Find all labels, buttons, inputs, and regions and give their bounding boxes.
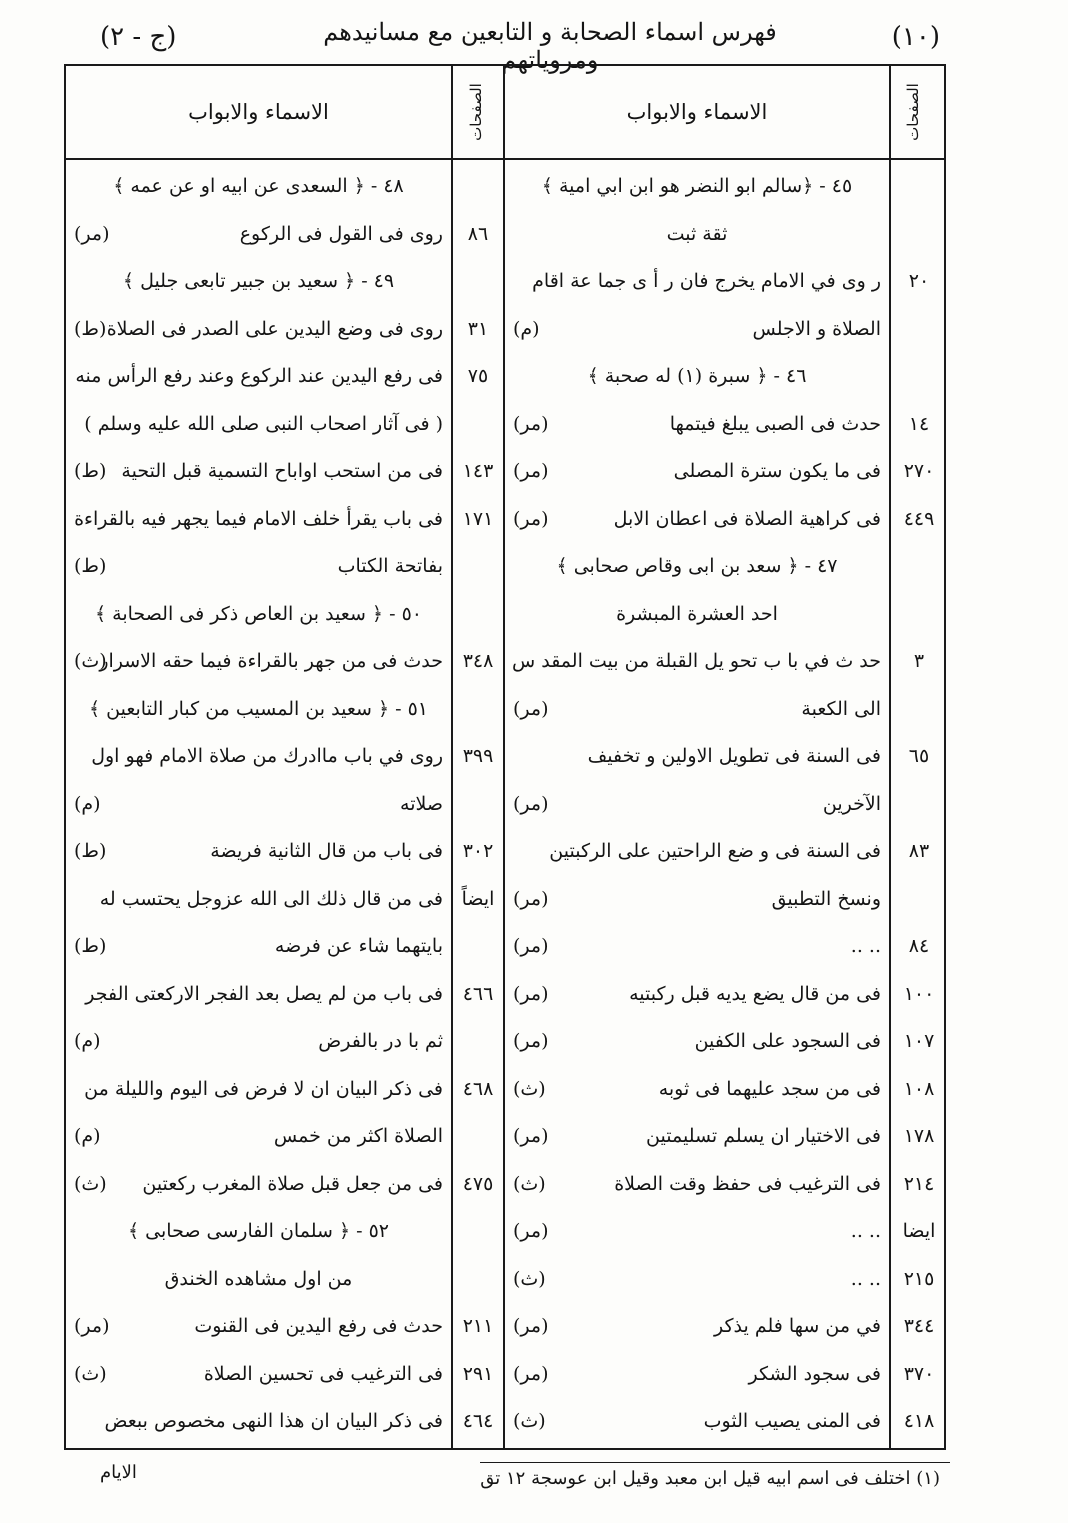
entry-heading: ٥٠ - ﴿ سعيد بن العاص ذكر فى الصحابة ﴾ (95, 602, 422, 625)
pages-header-left: الصفحات (467, 83, 485, 141)
entry-row (66, 922, 948, 970)
entry-text: فى الترغيب فى تحسين الصلاة (203, 1362, 443, 1385)
entry-row (66, 1350, 948, 1398)
entry-heading: ٥٢ - ﴿ سلمان الفارسى صحابى ﴾ (128, 1220, 389, 1242)
entry-heading: ٤٥ - ﴿سالم ابو النضر هو ابن ابي امية ﴾ (541, 175, 853, 197)
index-table (64, 64, 946, 1450)
entry-text: فى السنة فى تطويل الاولين و تخفيف (587, 745, 881, 767)
page-footer (60, 1462, 950, 1512)
page-ref: ٣٧٠ (903, 1362, 935, 1385)
source-code: (مر) (513, 1125, 549, 1147)
entry-text: الآخرين (822, 792, 881, 815)
source-code: (ط) (74, 555, 107, 577)
source-code: (م) (74, 792, 101, 815)
entry-row (66, 495, 948, 543)
entry-text: ثم با در بالفرض (318, 1030, 443, 1052)
pages-header-right: الصفحات (904, 83, 922, 141)
entry-row (66, 685, 948, 733)
entry-row (66, 1397, 948, 1445)
page-ref: ٨٣ (908, 840, 930, 862)
entry-text: فى باب من لم يصل بعد الفجر الاركعتى الفجر (85, 982, 443, 1005)
page-ref: ٣٤٨ (462, 650, 494, 672)
source-code: (مر) (513, 412, 549, 435)
page-ref: ٣١ (467, 317, 489, 340)
page-ref: ايضا (902, 1220, 936, 1242)
source-code: (ث) (74, 650, 107, 672)
page-ref: ٤٦٦ (462, 982, 494, 1005)
entry-text: بفاتحة الكتاب (337, 555, 443, 577)
page-title: فهرس اسماء الصحابة و التابعين مع مسانيدهم ومروياتهم (323, 18, 777, 74)
page-ref: ٢١٥ (903, 1267, 935, 1290)
source-code: (ط) (74, 840, 107, 862)
entry-row (66, 637, 948, 685)
entry-row (66, 305, 948, 353)
entry-row (66, 1302, 948, 1350)
entry-text: فى من جعل قبل صلاة المغرب ركعتين (142, 1172, 443, 1195)
source-code: (مر) (513, 507, 549, 530)
volume-label: (ج - ٢) (100, 22, 177, 52)
entry-text: فى السجود على الكفين (694, 1030, 881, 1052)
page-ref: ٣٤٤ (903, 1315, 935, 1337)
entry-text: فى من سجد عليهما فى ثوبه (658, 1077, 881, 1100)
entry-row (66, 400, 948, 448)
entry-text: روى فى وضع اليدين على الصدر فى الصلاة (106, 317, 443, 340)
page-ref: ٨٦ (467, 222, 489, 245)
source-code: (مر) (513, 1362, 549, 1385)
entry-text: فى من استحب اواباح التسمية قبل التحية (121, 460, 443, 482)
entry-text: في من سها فلم يذكر (714, 1315, 881, 1337)
source-code: (م) (74, 1125, 101, 1147)
entry-text: فى رفع اليدين عند الركوع وعند رفع الرأس منه (75, 365, 443, 387)
source-code: (ط) (74, 460, 107, 482)
entry-heading: ٤٨ - ﴿ السعدى عن ابيه او عن عمه ﴾ (113, 175, 404, 197)
entry-text: فى باب من قال الثانية فريضة (210, 840, 443, 862)
entry-row (66, 1160, 948, 1208)
source-code: (مر) (513, 460, 549, 482)
source-code: (ط) (74, 317, 107, 340)
entry-text: بايتهما شاء عن فرضه (274, 935, 443, 957)
page-ref: ايضاً (461, 887, 495, 910)
source-code: (مر) (74, 1315, 110, 1337)
source-code: (ث) (513, 1077, 546, 1100)
entry-row (66, 1112, 948, 1160)
entry-text: حدث فى من جهر بالقراءة فيما حقه الاسرار (99, 650, 443, 672)
entry-heading: من اول مشاهده الخندق (164, 1267, 353, 1290)
entry-row (66, 827, 948, 875)
entry-text: فى باب يقرأ خلف الامام فيما يجهر فيه بالقراءة (74, 507, 443, 530)
entry-heading: احد العشرة المبشرة (616, 602, 778, 625)
source-code: (مر) (513, 887, 549, 910)
header-divider (66, 158, 944, 160)
source-code: (مر) (513, 792, 549, 815)
entry-row (66, 1065, 948, 1113)
entry-text: فى ما يكون سترة المصلى (673, 460, 881, 482)
entry-row (66, 780, 948, 828)
entry-text: ( فى آثار اصحاب النبى صلى الله عليه وسلم ) (84, 412, 443, 435)
entry-text: روى في باب ماادرك من صلاة الامام فهو اول (91, 745, 443, 767)
page-ref: ٢١١ (462, 1315, 494, 1337)
entry-text: .. .. (850, 1267, 881, 1290)
entry-text: فى السنة فى و ضع الراحتين على الركبتين (549, 840, 881, 862)
entry-text: الصلاة و الاجلس (752, 317, 881, 340)
source-code: (ث) (74, 1362, 107, 1385)
page-ref: ٢٧٠ (903, 460, 935, 482)
entry-text: فى الترغيب فى حفظ وقت الصلاة (614, 1172, 881, 1195)
entry-row (66, 590, 948, 638)
entry-text: .. .. (850, 935, 881, 957)
entry-row (66, 1017, 948, 1065)
page-ref: ٨٤ (908, 935, 930, 957)
entry-row (66, 1207, 948, 1255)
continuation-word: الايام (100, 1462, 137, 1483)
entry-heading: ٤٧ - ﴿ سعد بن ابى وقاص صحابى ﴾ (556, 555, 838, 577)
entry-text: فى كراهية الصلاة فى اعطان الابل (613, 507, 881, 530)
page-ref: ١٠٧ (903, 1030, 935, 1052)
entry-heading: ٤٦ - ﴿ سبرة (١) له صحبة ﴾ (587, 365, 807, 387)
entry-text: الصلاة اكثر من خمس (273, 1125, 443, 1147)
source-code: (مر) (513, 1220, 549, 1242)
page-ref: ١٧١ (462, 507, 494, 530)
entry-text: فى من قال يضع يديه قبل ركبتيه (629, 982, 881, 1005)
entry-row (66, 257, 948, 305)
page-ref: ٦٥ (908, 745, 930, 767)
source-code: (مر) (74, 222, 110, 245)
page-ref: ٤٦٤ (462, 1410, 494, 1432)
source-code: (م) (74, 1030, 101, 1052)
entry-text: صلاته (400, 792, 443, 815)
entry-text: فى الاختيار ان يسلم تسليمتين (646, 1125, 881, 1147)
page-ref: ١٠٨ (903, 1077, 935, 1100)
page-ref: ١٤٣ (462, 460, 494, 482)
page-ref: ٤٧٥ (462, 1172, 494, 1195)
page-ref: ٤٤٩ (903, 507, 935, 530)
source-code: (مر) (513, 697, 549, 720)
entry-text: فى ذكر البيان ان هذا النهى مخصوص ببعض (104, 1410, 443, 1432)
page-ref: ١٧٨ (903, 1125, 935, 1147)
source-code: (ث) (74, 1172, 107, 1195)
entry-row (66, 352, 948, 400)
entry-text: فى المنى يصيب الثوب (703, 1410, 881, 1432)
page-ref: ٢٩١ (462, 1362, 494, 1385)
entry-row (66, 1255, 948, 1303)
names-header-right: الاسماء والابواب (626, 100, 768, 124)
source-code: (ث) (513, 1172, 546, 1195)
page-ref: ٤٦٨ (462, 1077, 494, 1100)
source-code: (م) (513, 317, 540, 340)
page-ref: ٧٥ (467, 365, 489, 387)
footnote-rule (480, 1462, 950, 1463)
entry-text: فى سجود الشكر (748, 1362, 881, 1385)
page-ref: ٤١٨ (903, 1410, 935, 1432)
source-code: (مر) (513, 1030, 549, 1052)
entry-text: الى الكعبة (801, 697, 881, 720)
names-header-left: الاسماء والابواب (188, 100, 329, 124)
page-ref: ٢١٤ (903, 1172, 935, 1195)
page-ref: ١٤ (908, 412, 930, 435)
entry-row (66, 447, 948, 495)
entry-heading: ٥١ - ﴿ سعيد بن المسيب من كبار التابعين ﴾ (88, 697, 429, 720)
entry-text: حد ث في با ب تحو يل القبلة من بيت المقد س (511, 650, 881, 672)
entry-text: ر وى في الامام يخرج فان ر أ ى جما عة اقام (532, 270, 881, 292)
source-code: (مر) (513, 1315, 549, 1337)
entry-text: فى ذكر البيان ان لا فرض فى اليوم والليلة من (84, 1077, 443, 1100)
entry-heading: ثقة ثبت (666, 222, 728, 245)
entry-row (66, 162, 948, 210)
source-code: (ث) (513, 1410, 546, 1432)
entry-text: .. .. (850, 1220, 881, 1242)
source-code: (ط) (74, 935, 107, 957)
page-header (60, 18, 950, 74)
footnote: (١) اختلف فى اسم ابيه قيل ابن معبد وقيل ابن عوسجة ١٢ تق (480, 1468, 940, 1489)
entry-row (66, 732, 948, 780)
entry-text: روى فى القول فى الركوع (239, 222, 443, 245)
page-ref: ٣٩٩ (462, 745, 494, 767)
source-code: (مر) (513, 982, 549, 1005)
entry-text: حدث فى الصبى يبلغ فيتمها (669, 412, 881, 435)
source-code: (مر) (513, 935, 549, 957)
entry-row (66, 542, 948, 590)
source-code: (ث) (513, 1267, 546, 1290)
entry-text: فى من قال ذلك الى الله عزوجل يحتسب له (99, 887, 443, 910)
page-ref: ١٠٠ (903, 982, 935, 1005)
page-ref: ٢٠ (908, 270, 930, 292)
entry-text: حدث فى رفع اليدين فى القنوت (194, 1315, 443, 1337)
page-number: (١٠) (891, 22, 940, 52)
entry-row (66, 875, 948, 923)
entry-text: ونسخ التطبيق (771, 887, 881, 910)
entry-row (66, 970, 948, 1018)
page-ref: ٣ (913, 650, 925, 672)
entry-heading: ٤٩ - ﴿ سعيد بن جبير تابعى جليل ﴾ (122, 270, 395, 292)
entry-row (66, 210, 948, 258)
page-ref: ٣٠٢ (462, 840, 494, 862)
